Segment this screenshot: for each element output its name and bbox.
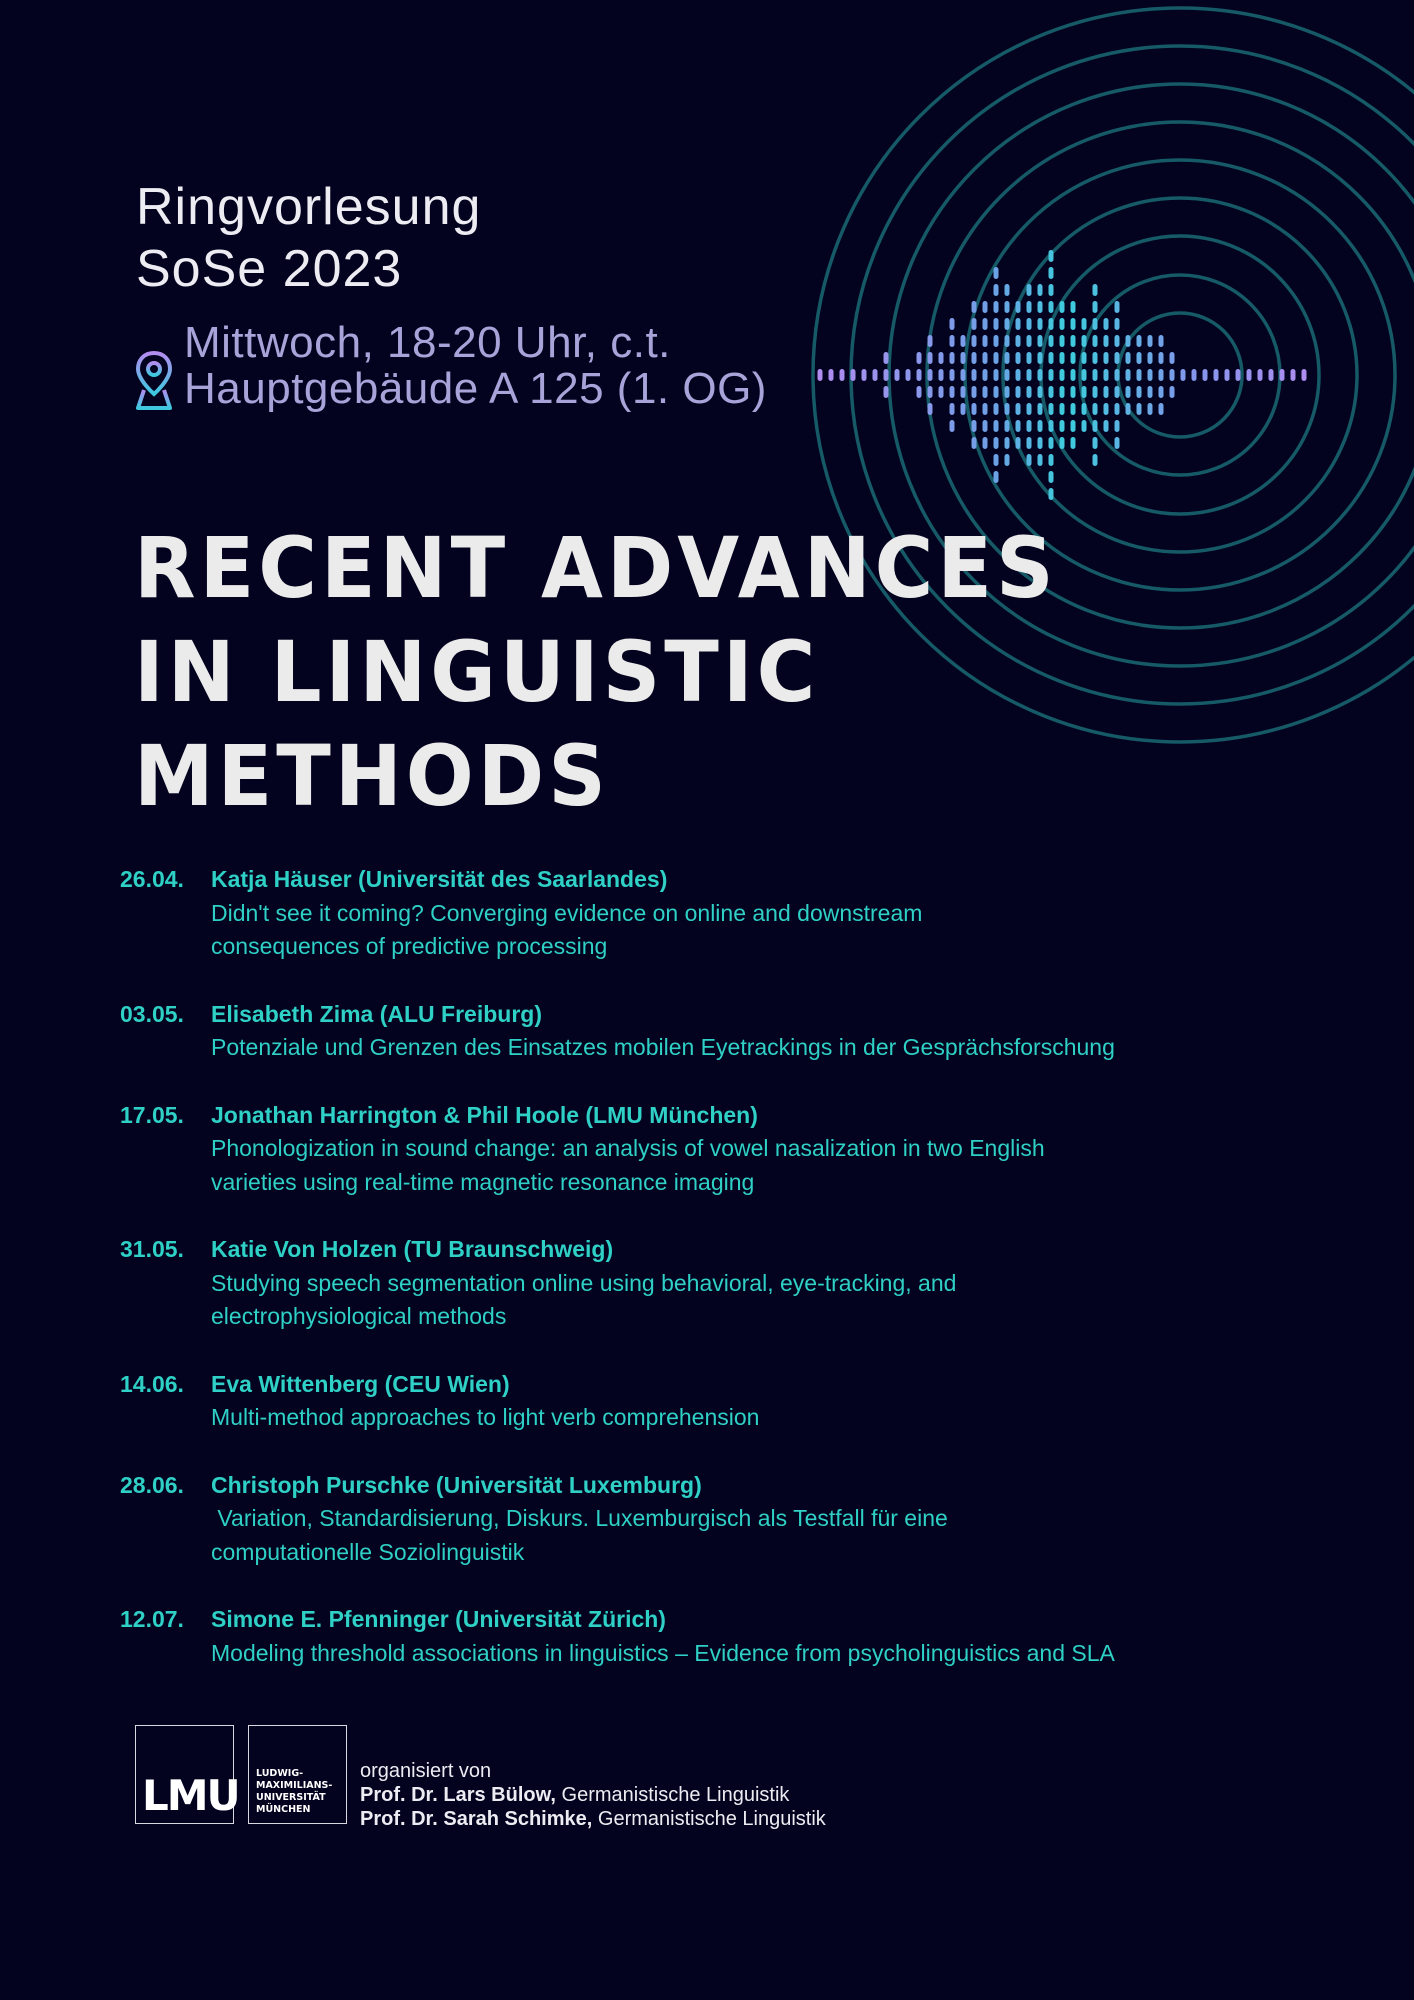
waveform-dash	[1258, 369, 1263, 381]
waveform-dash	[1038, 318, 1043, 330]
schedule-entry	[120, 1603, 1370, 1670]
waveform-dash	[1104, 318, 1109, 330]
waveform-dash	[1049, 403, 1054, 415]
entry-speaker: Katie Von Holzen (TU Braunschweig)	[211, 1236, 614, 1262]
event-header	[136, 176, 481, 300]
waveform-dash	[1005, 369, 1010, 381]
waveform-dash	[829, 369, 834, 381]
waveform-dash	[1060, 301, 1065, 313]
waveform-dash	[1104, 420, 1109, 432]
waveform-dash	[972, 386, 977, 398]
waveform-dash	[1005, 301, 1010, 313]
waveform-dash	[983, 420, 988, 432]
waveform-dash	[1093, 318, 1098, 330]
waveform-dash	[1148, 352, 1153, 364]
waveform-dash	[1027, 454, 1032, 466]
organizer-affiliation: Germanistische Linguistik	[555, 1784, 790, 1806]
waveform-dash	[862, 369, 867, 381]
waveform-dash	[1148, 335, 1153, 347]
waveform-dash	[1038, 403, 1043, 415]
waveform-dash	[994, 284, 999, 296]
entry-talk-line: Potenziale und Grenzen des Einsatzes mobilen Eyetrackings in der Gesprächsforschung	[211, 1034, 1115, 1060]
waveform-dash	[1115, 369, 1120, 381]
waveform-dash	[1115, 352, 1120, 364]
organizers	[360, 1759, 826, 1831]
waveform-dash	[1104, 403, 1109, 415]
waveform-dash	[928, 335, 933, 347]
waveform-dash	[983, 335, 988, 347]
waveform-dash	[939, 352, 944, 364]
waveform-dash	[994, 335, 999, 347]
waveform-dash	[1016, 352, 1021, 364]
event-time: Mittwoch, 18-20 Uhr, c.t.	[184, 318, 671, 367]
waveform-dash	[1049, 267, 1054, 279]
waveform-dash	[917, 352, 922, 364]
entry-date: 14.06.	[120, 1370, 184, 1397]
location-pin-icon	[134, 350, 174, 412]
waveform-dash	[1115, 420, 1120, 432]
waveform-dash	[972, 352, 977, 364]
waveform-dash	[1159, 369, 1164, 381]
entry-talk-line: computationelle Soziolinguistik	[211, 1538, 525, 1565]
entry-date: 28.06.	[120, 1471, 184, 1498]
waveform-dash	[961, 352, 966, 364]
waveform-dash	[1115, 437, 1120, 449]
waveform-dash	[972, 420, 977, 432]
waveform-dash	[1093, 437, 1098, 449]
event-location	[184, 320, 767, 412]
waveform-dash	[1093, 369, 1098, 381]
organizer-name: Prof. Dr. Lars Bülow,	[360, 1784, 556, 1806]
waveform-dash	[1049, 318, 1054, 330]
waveform-dash	[928, 352, 933, 364]
waveform-dash	[1269, 369, 1274, 381]
waveform-dash	[873, 369, 878, 381]
waveform-dash	[1093, 420, 1098, 432]
schedule-entry	[120, 1469, 1370, 1570]
waveform-dash	[1005, 420, 1010, 432]
waveform-dash	[1038, 335, 1043, 347]
waveform-dash	[983, 403, 988, 415]
waveform-dash	[1071, 403, 1076, 415]
waveform-dash	[1126, 352, 1131, 364]
waveform-dash	[1005, 403, 1010, 415]
lmu-logo	[135, 1725, 239, 1824]
waveform-dash	[994, 352, 999, 364]
waveform-dash	[950, 420, 955, 432]
waveform-dash	[928, 386, 933, 398]
waveform-dash	[983, 318, 988, 330]
waveform-dash	[994, 301, 999, 313]
waveform-dash	[1115, 386, 1120, 398]
waveform-dash	[1016, 318, 1021, 330]
waveform-dash	[917, 369, 922, 381]
waveform-dash	[1049, 250, 1054, 262]
entry-speaker: Eva Wittenberg (CEU Wien)	[211, 1370, 510, 1397]
waveform-dash	[994, 267, 999, 279]
university-name-line: MÜNCHEN	[256, 1804, 311, 1815]
waveform-dash	[950, 386, 955, 398]
waveform-dash	[1071, 386, 1076, 398]
waveform-dash	[884, 386, 889, 398]
waveform-dash	[994, 471, 999, 483]
waveform-dash	[818, 369, 823, 381]
waveform-dash	[1159, 386, 1164, 398]
entry-speaker: Simone E. Pfenninger (Universität Zürich)	[211, 1606, 666, 1632]
waveform-dash	[1082, 386, 1087, 398]
waveform-dash	[1038, 369, 1043, 381]
waveform-dash	[1060, 335, 1065, 347]
waveform-dash	[884, 352, 889, 364]
entry-talk-line: Multi-method approaches to light verb comprehension	[211, 1404, 760, 1430]
waveform-dash	[972, 369, 977, 381]
waveform-dash	[1082, 420, 1087, 432]
waveform-dash	[1137, 335, 1142, 347]
waveform-dash	[939, 386, 944, 398]
waveform-dash	[1115, 301, 1120, 313]
waveform-dash	[1181, 369, 1186, 381]
waveform-dash	[1038, 386, 1043, 398]
organizer	[360, 1807, 826, 1831]
waveform-dash	[1093, 335, 1098, 347]
schedule-entry	[120, 863, 1370, 964]
waveform-dash	[1126, 369, 1131, 381]
waveform-dash	[1038, 284, 1043, 296]
waveform-dash	[1148, 369, 1153, 381]
waveform-dash	[1148, 403, 1153, 415]
waveform-dash	[1214, 369, 1219, 381]
title-line: METHODS	[134, 727, 610, 825]
waveform-dash	[1027, 318, 1032, 330]
waveform-dash	[1137, 386, 1142, 398]
waveform-dash	[1060, 420, 1065, 432]
waveform-dash	[1148, 386, 1153, 398]
waveform-dash	[1016, 335, 1021, 347]
lmu-logo-mark: LMU	[142, 1771, 239, 1820]
waveform-dash	[939, 369, 944, 381]
waveform-dash	[1049, 454, 1054, 466]
waveform-dash	[1005, 454, 1010, 466]
waveform-dash	[1082, 369, 1087, 381]
entry-talk-line: varieties using real-time magnetic resonance imaging	[211, 1168, 755, 1195]
waveform-dash	[1027, 420, 1032, 432]
waveform-dash	[1104, 386, 1109, 398]
waveform-dash	[1049, 352, 1054, 364]
waveform-dash	[1049, 369, 1054, 381]
waveform-dash	[1093, 284, 1098, 296]
schedule-list	[120, 863, 1370, 1704]
waveform-dash	[1280, 369, 1285, 381]
waveform-dash	[1005, 437, 1010, 449]
entry-talk-line: Didn't see it coming? Converging evidence on online and downstream	[211, 899, 923, 926]
waveform-dash	[972, 335, 977, 347]
waveform-dash	[1027, 437, 1032, 449]
waveform-dash	[1093, 386, 1098, 398]
waveform-dash	[1159, 335, 1164, 347]
waveform-dash	[994, 437, 999, 449]
entry-talk-line: Studying speech segmentation online using behavioral, eye-tracking, and	[211, 1269, 957, 1296]
waveform-dash	[1203, 369, 1208, 381]
waveform-dash	[1027, 403, 1032, 415]
sound-waveform-graphic	[818, 250, 1307, 500]
waveform-dash	[1038, 352, 1043, 364]
waveform-dash	[1049, 437, 1054, 449]
waveform-dash	[1093, 454, 1098, 466]
waveform-dash	[972, 318, 977, 330]
waveform-dash	[1016, 437, 1021, 449]
waveform-dash	[1038, 420, 1043, 432]
waveform-dash	[1236, 369, 1241, 381]
entry-date: 17.05.	[120, 1101, 184, 1128]
waveform-dash	[1049, 335, 1054, 347]
waveform-dash	[961, 386, 966, 398]
waveform-dash	[1005, 335, 1010, 347]
waveform-dash	[1170, 369, 1175, 381]
waveform-dash	[1126, 403, 1131, 415]
waveform-dash	[1071, 420, 1076, 432]
waveform-dash	[906, 369, 911, 381]
waveform-dash	[1038, 454, 1043, 466]
waveform-dash	[950, 403, 955, 415]
waveform-dash	[950, 318, 955, 330]
waveform-dash	[1082, 352, 1087, 364]
waveform-dash	[895, 369, 900, 381]
waveform-dash	[1060, 318, 1065, 330]
entry-date: 31.05.	[120, 1236, 184, 1262]
title-line: IN LINGUISTIC	[134, 623, 820, 721]
waveform-dash	[928, 369, 933, 381]
waveform-dash	[1082, 335, 1087, 347]
waveform-dash	[1027, 301, 1032, 313]
waveform-dash	[983, 386, 988, 398]
waveform-dash	[1060, 386, 1065, 398]
waveform-dash	[972, 403, 977, 415]
university-name-logo	[248, 1725, 347, 1824]
waveform-dash	[1093, 352, 1098, 364]
waveform-dash	[994, 369, 999, 381]
waveform-dash	[1038, 301, 1043, 313]
semester: SoSe 2023	[136, 240, 403, 298]
waveform-dash	[917, 386, 922, 398]
waveform-dash	[1071, 335, 1076, 347]
waveform-dash	[1016, 403, 1021, 415]
waveform-dash	[994, 420, 999, 432]
waveform-dash	[1170, 352, 1175, 364]
waveform-dash	[1104, 369, 1109, 381]
waveform-dash	[1115, 403, 1120, 415]
entry-talk-line: electrophysiological methods	[211, 1303, 507, 1329]
waveform-dash	[840, 369, 845, 381]
waveform-dash	[1060, 369, 1065, 381]
waveform-dash	[961, 369, 966, 381]
waveform-dash	[1104, 335, 1109, 347]
waveform-dash	[1225, 369, 1230, 381]
waveform-dash	[1126, 386, 1131, 398]
waveform-dash	[1247, 369, 1252, 381]
waveform-dash	[1049, 284, 1054, 296]
waveform-dash	[1038, 437, 1043, 449]
waveform-dash	[1005, 318, 1010, 330]
waveform-dash	[1016, 386, 1021, 398]
entry-speaker: Katja Häuser (Universität des Saarlandes)	[211, 866, 668, 892]
waveform-dash	[1060, 437, 1065, 449]
waveform-dash	[983, 437, 988, 449]
waveform-dash	[1071, 318, 1076, 330]
entry-speaker: Christoph Purschke (Universität Luxemburg)	[211, 1471, 702, 1498]
waveform-dash	[1027, 335, 1032, 347]
waveform-dash	[1027, 386, 1032, 398]
waveform-dash	[961, 335, 966, 347]
waveform-dash	[1049, 488, 1054, 500]
event-room: Hauptgebäude A 125 (1. OG)	[184, 364, 767, 413]
waveform-dash	[1060, 352, 1065, 364]
waveform-dash	[1159, 352, 1164, 364]
university-name-line: LUDWIG-	[256, 1768, 304, 1779]
waveform-dash	[1049, 471, 1054, 483]
waveform-dash	[950, 335, 955, 347]
waveform-dash	[1016, 420, 1021, 432]
waveform-dash	[1093, 403, 1098, 415]
waveform-dash	[983, 301, 988, 313]
entry-date: 26.04.	[120, 866, 184, 892]
waveform-dash	[1137, 352, 1142, 364]
waveform-dash	[1291, 369, 1296, 381]
title-line: RECENT ADVANCES	[134, 519, 1058, 617]
schedule-entry	[120, 1368, 1370, 1435]
entry-talk-line: Modeling threshold associations in linguistics – Evidence from psycholinguistics and SLA	[211, 1639, 1115, 1666]
waveform-dash	[1016, 301, 1021, 313]
university-name-line: MAXIMILIANS-	[256, 1780, 333, 1791]
schedule-entry	[120, 998, 1370, 1065]
waveform-dash	[851, 369, 856, 381]
entry-date: 12.07.	[120, 1606, 184, 1632]
waveform-dash	[1049, 301, 1054, 313]
series-title: Ringvorlesung	[136, 178, 482, 236]
waveform-dash	[972, 437, 977, 449]
organizer	[360, 1783, 826, 1807]
waveform-dash	[1104, 352, 1109, 364]
waveform-dash	[1115, 318, 1120, 330]
waveform-dash	[994, 318, 999, 330]
waveform-dash	[1115, 335, 1120, 347]
waveform-dash	[994, 454, 999, 466]
waveform-dash	[1126, 335, 1131, 347]
entry-date: 03.05.	[120, 1000, 184, 1027]
entry-speaker: Jonathan Harrington & Phil Hoole (LMU München)	[211, 1101, 758, 1128]
waveform-dash	[1005, 352, 1010, 364]
waveform-dash	[1192, 369, 1197, 381]
waveform-dash	[961, 403, 966, 415]
organizer-name: Prof. Dr. Sarah Schimke,	[360, 1808, 593, 1830]
schedule-entry	[120, 1099, 1370, 1200]
waveform-dash	[994, 403, 999, 415]
waveform-dash	[994, 386, 999, 398]
waveform-dash	[983, 369, 988, 381]
waveform-dash	[1027, 284, 1032, 296]
waveform-dash	[1005, 386, 1010, 398]
university-name-line: UNIVERSITÄT	[256, 1792, 326, 1803]
lecture-series-title	[134, 516, 1058, 828]
schedule-entry	[120, 1233, 1370, 1334]
waveform-dash	[1071, 437, 1076, 449]
waveform-dash	[950, 352, 955, 364]
waveform-dash	[1082, 318, 1087, 330]
waveform-dash	[983, 352, 988, 364]
waveform-dash	[1093, 301, 1098, 313]
waveform-dash	[1137, 369, 1142, 381]
waveform-dash	[1005, 284, 1010, 296]
waveform-dash	[1027, 369, 1032, 381]
waveform-dash	[1071, 301, 1076, 313]
waveform-dash	[950, 369, 955, 381]
waveform-dash	[1049, 420, 1054, 432]
waveform-dash	[1159, 403, 1164, 415]
entry-talk-line: Phonologization in sound change: an analysis of vowel nasalization in two English	[211, 1135, 1045, 1161]
waveform-dash	[1082, 403, 1087, 415]
waveform-dash	[1049, 386, 1054, 398]
waveform-dash	[972, 301, 977, 313]
waveform-dash	[1137, 403, 1142, 415]
organizer-affiliation: Germanistische Linguistik	[592, 1808, 826, 1830]
organizers-intro: organisiert von	[360, 1760, 492, 1782]
waveform-dash	[1016, 369, 1021, 381]
entry-speaker: Elisabeth Zima (ALU Freiburg)	[211, 1000, 542, 1027]
waveform-dash	[1071, 369, 1076, 381]
waveform-dash	[928, 403, 933, 415]
waveform-dash	[1302, 369, 1307, 381]
waveform-dash	[1027, 352, 1032, 364]
waveform-dash	[1071, 352, 1076, 364]
waveform-dash	[1170, 386, 1175, 398]
entry-talk-line: consequences of predictive processing	[211, 933, 608, 959]
waveform-dash	[884, 369, 889, 381]
entry-talk-line: Variation, Standardisierung, Diskurs. Luxemburgisch als Testfall für eine	[211, 1505, 948, 1531]
waveform-dash	[1060, 403, 1065, 415]
